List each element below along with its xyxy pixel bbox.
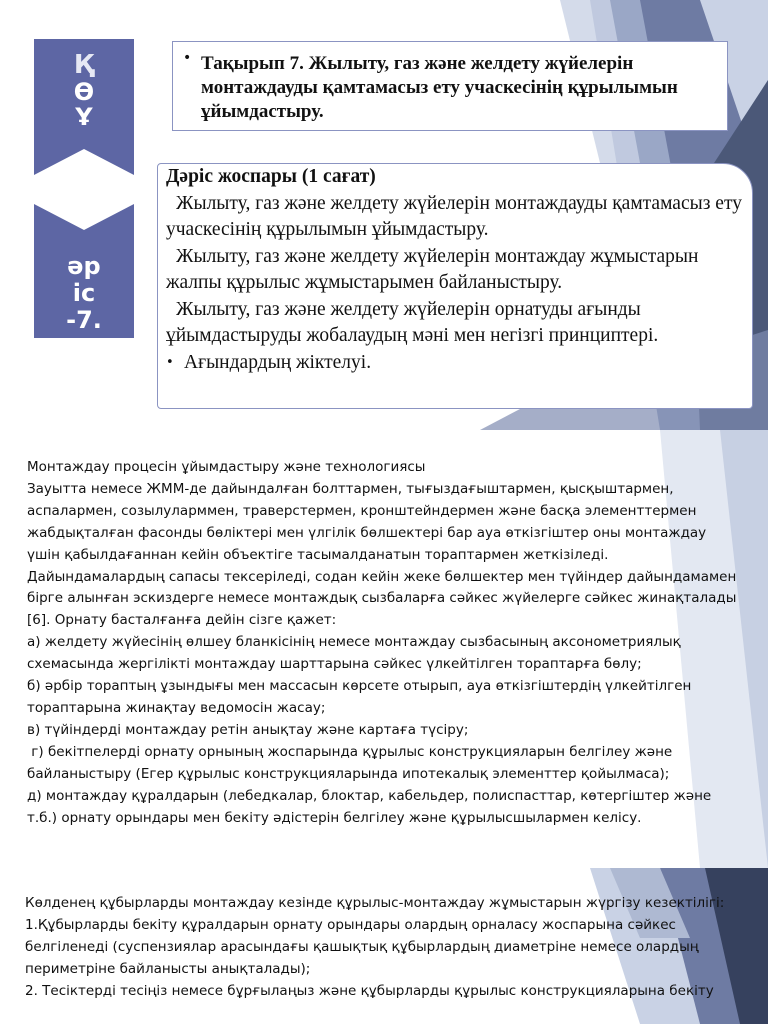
- paragraph: Көлденең құбырларды монтаждау кезінде құрылыс-монтаждау жұмыстарын жүргізу кезектілігі:: [25, 895, 725, 911]
- title-box: [172, 41, 728, 131]
- plan-item: Жылыту, газ және желдету жүйелерін монтаждау жұмыстарын жалпы құрылыс жұмыстарымен байланыстыру.: [166, 245, 699, 293]
- paragraph: 1.Құбырларды бекіту құралдарын орнату орындары олардың орналасу жоспарына сәйкес белгіленеді (суспензиялар арасындағы қашықтық құбырлардың диаметріне немесе олардың периметріне байланысты анықталады);: [25, 916, 699, 977]
- slide-horizontal-pipes: [0, 868, 768, 1024]
- plan-item-bulleted: [166, 350, 746, 377]
- paragraph: г) бекітпелерді орнату орнының жоспарында құрылыс конструкцияларын белгілеу және байланыстыру (Егер құрылыс конструкцияларында ипотекалық элементтер қойылмаса);: [27, 743, 677, 782]
- bullet-icon: •: [166, 354, 174, 370]
- plan-heading: Дәріс жоспары (1 сағат): [166, 166, 376, 187]
- paragraph: Зауытта немесе ЖММ-де дайындалған болттармен, тығыздағыштармен, қысқыштармен, аспалармен, созылуларммен, траверстермен, кронштейндермен және басқа элементтермен жабдықталған фасонды бөліктері мен үлгілік бөлшектері бар ауа өткізгіштер оны монтаждау үшін қабылдағаннан кейін объектіге тасымалданатын тораптармен жеткізіледі. Дайындамалардың сапасы тексеріледі, содан кейін жеке бөлшектер мен түйіндер дайындамамен бірге алынған эскиздерге немесе монтаждық сызбаларға сәйкес жүйелерге сәйкес жинақталады [6]. Орнату басталғанға дейін сізге қажет:: [27, 480, 737, 629]
- paragraph: 2. Тесіктерді тесіңіз немесе бұрғылаңыз және құбырларды құрылыс конструкцияларына бекіту: [25, 982, 714, 999]
- lecture-plan-box: [157, 163, 753, 409]
- paragraph: Монтаждау процесін ұйымдастыру және технологиясы: [27, 459, 426, 475]
- paragraph: а) желдету жүйесінің өлшеу бланкісінің немесе монтаждау сызбасының аксонометриялық схемасында жергілікті монтаждау шарттарына сәйкес үлкейтілген тораптарға бөлу;: [27, 634, 681, 673]
- chevron-top-partial: Қ: [73, 50, 95, 80]
- plan-item: Жылыту, газ және желдету жүйелерін орнатуды ағынды ұйымдастыруды жобалаудың мәні мен негізгі принциптері.: [166, 298, 659, 346]
- bullet-icon: •: [183, 50, 192, 66]
- slide-installation-process: [0, 430, 768, 868]
- pipes-text: [25, 893, 745, 1003]
- paragraph: д) монтаждау құралдарын (лебедкалар, блоктар, кабельдер, полиспасттар, көтергіштер және т.б.) орнату орындары мен бекіту әдістерін белгілеу және құрылысшылармен келісу.: [27, 787, 712, 826]
- chevron-bottom-label: әр іс -7.: [66, 252, 102, 334]
- plan-last-item-text: Ағындардың жіктелуі.: [184, 351, 372, 373]
- installation-text: [27, 457, 739, 829]
- plan-item: Жылыту, газ және желдету жүйелерін монтаждауды қамтамасыз ету учаскесінің құрылымын ұйымдастыру.: [166, 192, 742, 240]
- paragraph: в) түйіндерді монтаждау ретін анықтау және картаға түсіру;: [27, 721, 469, 738]
- lecture-title: Тақырып 7. Жылыту, газ және желдету жүйелерін монтаждауды қамтамасыз ету учаскесінің құрылымын ұйымдастыру.: [201, 53, 678, 122]
- chevron-top-label: Ө Ұ: [73, 78, 95, 132]
- slide-lecture-plan: [0, 0, 768, 430]
- paragraph: б) әрбір тораптың ұзындығы мен массасын көрсете отырып, ауа өткізгіштердің үлкейтілген тораптарына жинақтау ведомосін жасау;: [27, 678, 692, 716]
